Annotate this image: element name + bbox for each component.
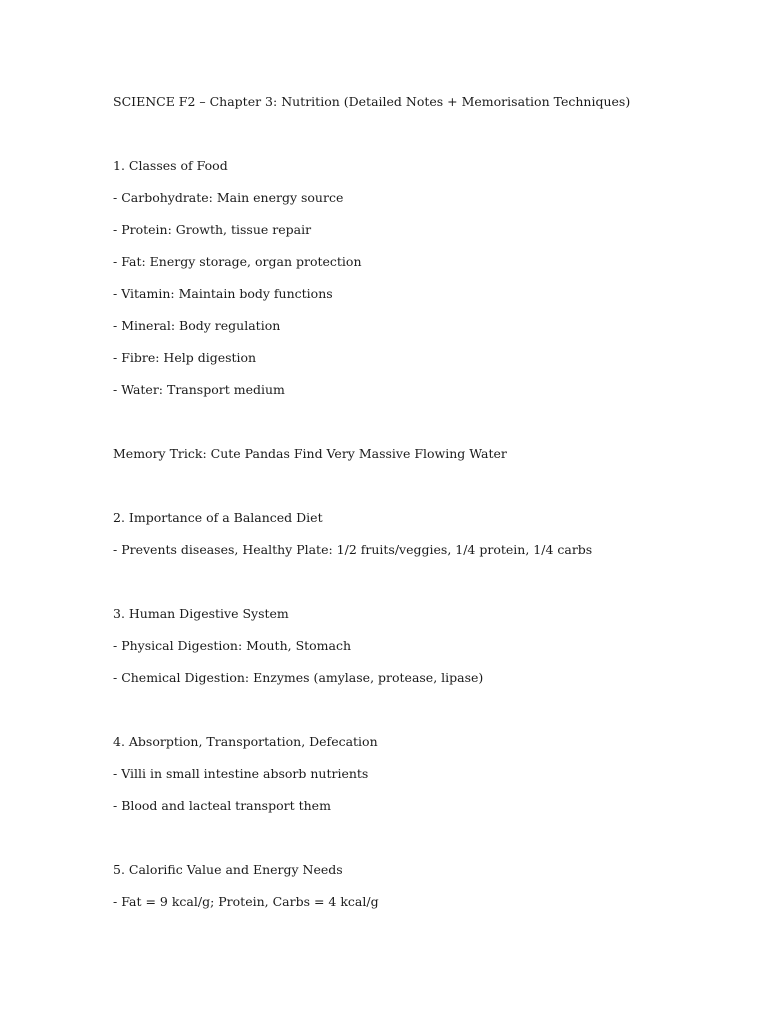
list-item: - Fibre: Help digestion	[113, 350, 257, 365]
list-item: - Fat = 9 kcal/g; Protein, Carbs = 4 kcal/g	[113, 894, 379, 909]
section-heading-classes-of-food: 1. Classes of Food	[113, 158, 228, 173]
list-item: - Carbohydrate: Main energy source	[113, 190, 344, 205]
list-item: - Protein: Growth, tissue repair	[113, 222, 312, 237]
list-item: - Villi in small intestine absorb nutrients	[113, 766, 369, 781]
list-item: - Water: Transport medium	[113, 382, 285, 397]
section-heading-balanced-diet: 2. Importance of a Balanced Diet	[113, 510, 323, 525]
list-item: - Prevents diseases, Healthy Plate: 1/2 fruits/veggies, 1/4 protein, 1/4 carbs	[113, 542, 593, 557]
section-heading-digestive-system: 3. Human Digestive System	[113, 606, 289, 621]
document-title: SCIENCE F2 – Chapter 3: Nutrition (Detailed Notes + Memorisation Techniques)	[113, 94, 631, 109]
section-heading-absorption: 4. Absorption, Transportation, Defecation	[113, 734, 378, 749]
memory-trick: Memory Trick: Cute Pandas Find Very Massive Flowing Water	[113, 446, 507, 461]
list-item: - Mineral: Body regulation	[113, 318, 281, 333]
list-item: - Fat: Energy storage, organ protection	[113, 254, 362, 269]
list-item: - Vitamin: Maintain body functions	[113, 286, 333, 301]
list-item: - Physical Digestion: Mouth, Stomach	[113, 638, 352, 653]
list-item: - Blood and lacteal transport them	[113, 798, 331, 813]
list-item: - Chemical Digestion: Enzymes (amylase, protease, lipase)	[113, 670, 484, 685]
section-heading-calorific-value: 5. Calorific Value and Energy Needs	[113, 862, 343, 877]
